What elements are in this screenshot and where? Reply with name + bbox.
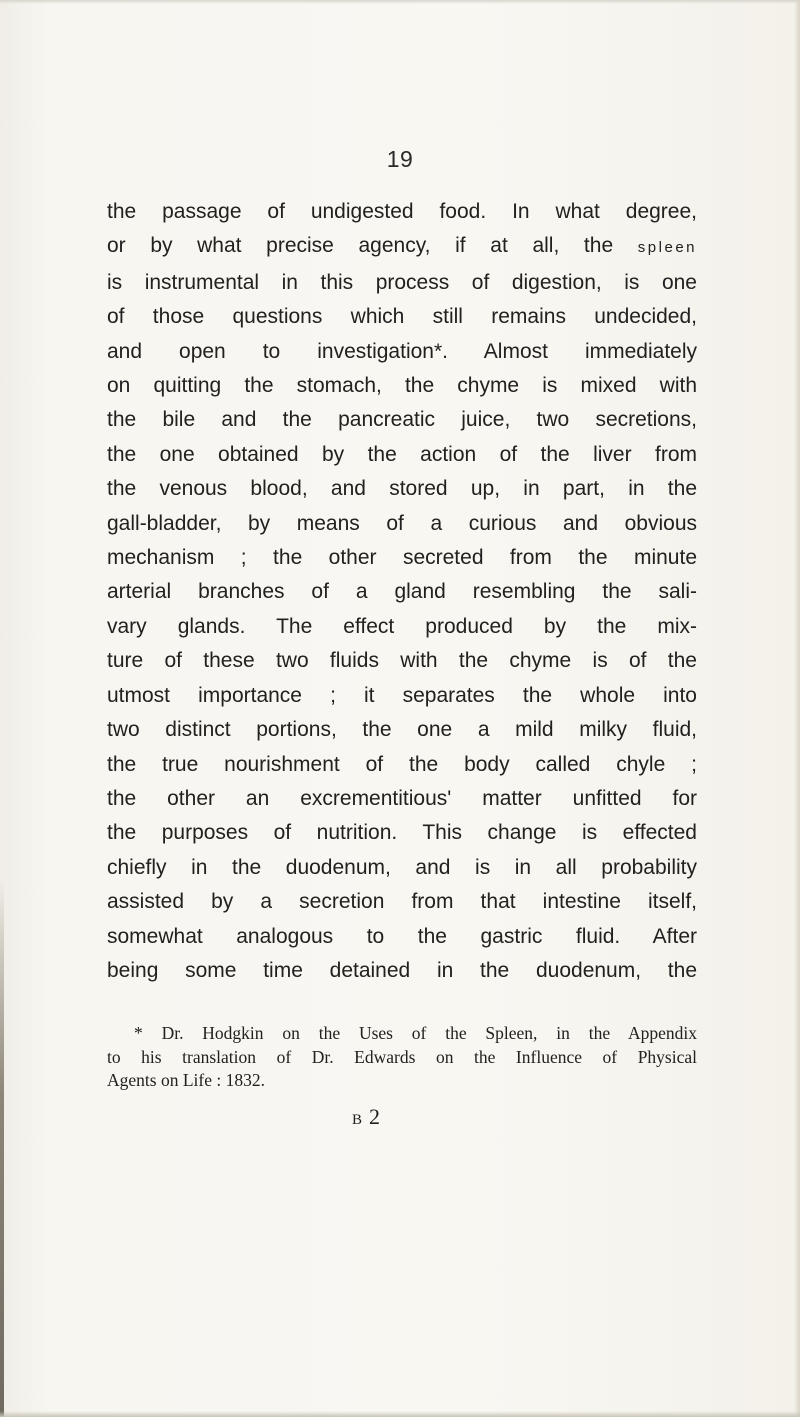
text-line: the one obtained by the action of the liver from	[107, 442, 697, 466]
text-line: vary glands. The effect produced by the mix-	[107, 614, 697, 638]
text-line: being some time detained in the duodenum, the	[107, 958, 697, 982]
page-edge-top	[0, 0, 800, 4]
body-text	[107, 195, 697, 988]
footnote	[107, 1022, 697, 1093]
text-line: on quitting the stomach, the chyme is mixed with	[107, 374, 697, 398]
text-line: gall-bladder, by means of a curious and obvious	[107, 511, 697, 535]
footnote-line: to his translation of Dr. Edwards on the Influence of Physical	[107, 1046, 697, 1067]
text-line: two distinct portions, the one a mild milky fluid,	[107, 718, 697, 742]
text-line: somewhat analogous to the gastric fluid. After	[107, 924, 697, 948]
text-line: is instrumental in this process of digestion, is one	[107, 270, 697, 294]
text-line: mechanism ; the other secreted from the minute	[107, 546, 697, 570]
page-number: 19	[386, 146, 414, 172]
signature-number: 2	[369, 1104, 382, 1129]
text-line: the venous blood, and stored up, in part, in the	[107, 477, 697, 501]
signature-letter: B	[352, 1112, 364, 1128]
text-line: and open to investigation*. Almost immediately	[107, 339, 697, 363]
text-line: ture of these two fluids with the chyme is of the	[107, 649, 697, 673]
spleen-smallcaps: spleen	[637, 239, 697, 257]
text-line: arterial branches of a gland resembling the sali-	[107, 580, 697, 604]
text-line: the other an excrementitious' matter unfitted for	[107, 786, 697, 810]
footnote-line: * Dr. Hodgkin on the Uses of the Spleen, in the Appendix	[134, 1023, 697, 1043]
page-edge-bottom	[0, 1411, 800, 1417]
text-line: assisted by a secretion from that intestine itself,	[107, 890, 697, 914]
text-line-with-smallcaps	[107, 229, 697, 265]
text-line: of those questions which still remains undecided,	[107, 305, 697, 329]
text-line: the passage of undigested food. In what degree,	[107, 200, 697, 223]
footnote-line: Agents on Life : 1832.	[107, 1070, 265, 1090]
text-line: utmost importance ; it separates the whole into	[107, 683, 697, 707]
signature-mark	[352, 1104, 381, 1130]
text-line: the true nourishment of the body called chyle ;	[107, 752, 697, 776]
page-edge-left	[0, 880, 4, 1417]
text-line-part: or by what precise agency, if at all, the	[107, 234, 614, 258]
text-line: the bile and the pancreatic juice, two secretions,	[107, 408, 697, 432]
text-line: chiefly in the duodenum, and is in all probability	[107, 855, 697, 879]
text-line: the purposes of nutrition. This change is effected	[107, 821, 697, 845]
page-edge-right	[794, 0, 800, 1417]
